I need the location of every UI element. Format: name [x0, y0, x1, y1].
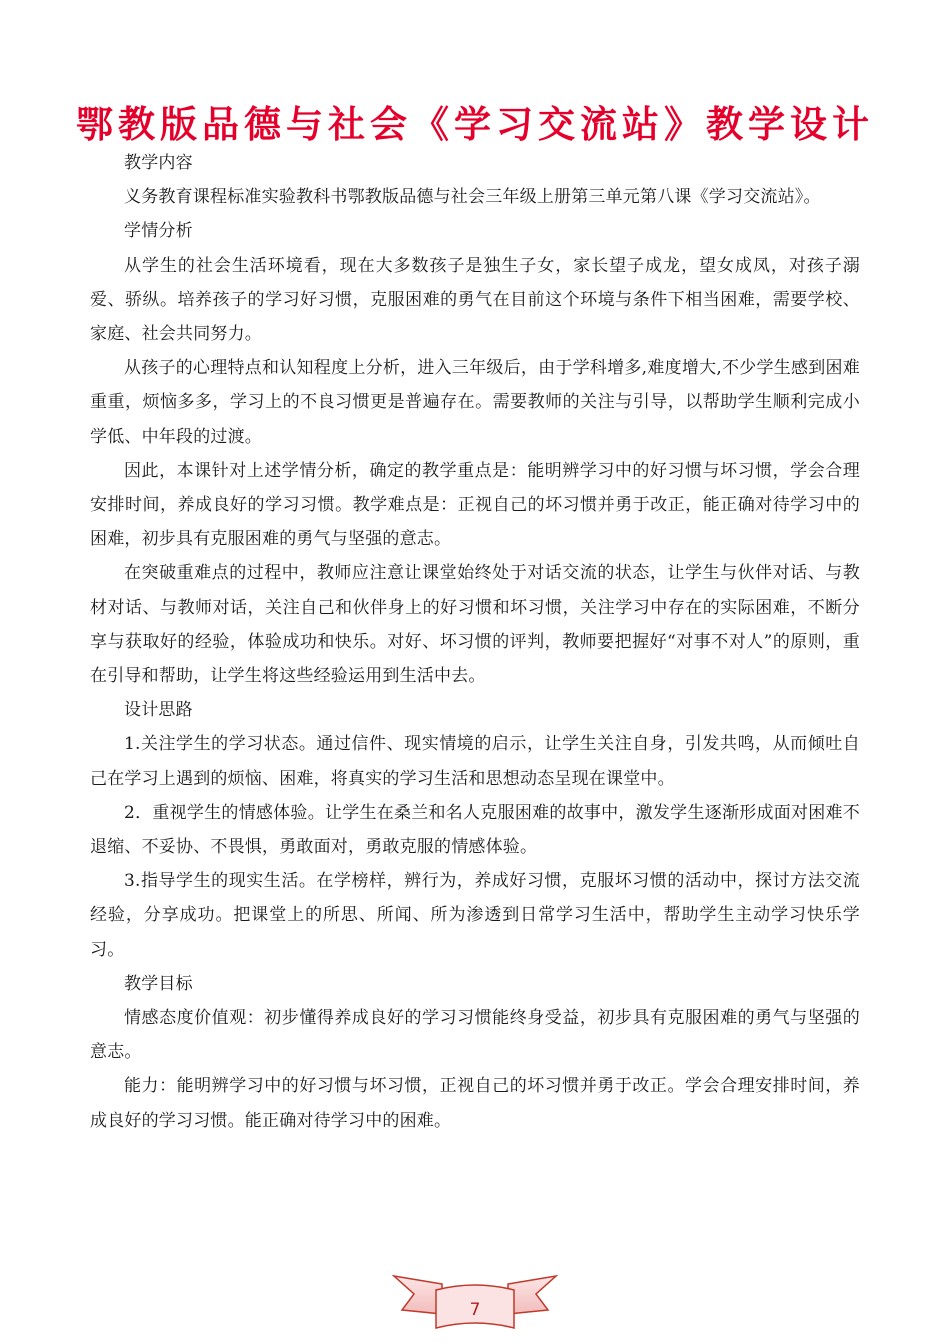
body-paragraph: 3.指导学生的现实生活。在学榜样，辨行为，养成好习惯，克服坏习惯的活动中，探讨方法交流经验，分享成功。把课堂上的所思、所闻、所为渗透到日常学习生活中，帮助学生主动学习快乐学习。: [90, 871, 860, 960]
body-paragraph: 因此，本课针对上述学情分析，确定的教学重点是：能明辨学习中的好习惯与坏习惯，学会合理安排时间，养成良好的学习习惯。教学难点是：正视自己的坏习惯并勇于改正，能正确对待学习中的困难，初步具有克服困难的勇气与坚强的意志。: [90, 460, 860, 550]
section-heading-design: 设计思路: [124, 700, 193, 721]
section-heading-analysis: 学情分析: [124, 221, 193, 242]
body-paragraph: 2．重视学生的情感体验。让学生在桑兰和名人克服困难的故事中，激发学生逐渐形成面对困难不退缩、不妥协、不畏惧，勇敢面对，勇敢克服的情感体验。: [90, 802, 860, 858]
body-paragraph: 义务教育课程标准实验教科书鄂教版品德与社会三年级上册第三单元第八课《学习交流站》。: [124, 187, 821, 208]
body-paragraph: 能力：能明辨学习中的好习惯与坏习惯，正视自己的坏习惯并勇于改正。学会合理安排时间，养成良好的学习习惯。能正确对待学习中的困难。: [90, 1076, 860, 1131]
body-paragraph: 情感态度价值观：初步懂得养成良好的学习习惯能终身受益，初步具有克服困难的勇气与坚强的意志。: [90, 1008, 860, 1063]
section-heading-content: 教学内容: [124, 153, 193, 173]
body-paragraph: 从孩子的心理特点和认知程度上分析，进入三年级后，由于学科增多,难度增大,不少学生感到困难重重，烦恼多多，学习上的不良习惯更是普遍存在。需要教师的关注与引导，以帮助学生顺利完成小学低、中年段的过渡。: [90, 358, 860, 447]
body-paragraph: 在突破重难点的过程中，教师应注意让课堂始终处于对话交流的状态，让学生与伙伴对话、与教材对话、与教师对话，关注自己和伙伴身上的好习惯和坏习惯，关注学习中存在的实际困难，不断分享与获取好的经验，体验成功和快乐。对好、坏习惯的评判，教师要把握好“对事不对人”的原则，重在引导和帮助，让学生将这些经验运用到生活中去。: [90, 563, 860, 687]
document-body: [90, 146, 860, 1138]
document-title: 鄂教版品德与社会《学习交流站》教学设计: [76, 103, 874, 146]
body-paragraph: 从学生的社会生活环境看，现在大多数孩子是独生子女，家长望子成龙，望女成凤，对孩子溺爱、骄纵。培养孩子的学习好习惯，克服困难的勇气在目前这个环境与条件下相当困难，需要学校、家庭、社会共同努力。: [90, 255, 860, 345]
body-paragraph: 1.关注学生的学习状态。通过信件、现实情境的启示，让学生关注自身，引发共鸣，从而倾吐自己在学习上遇到的烦恼、困难，将真实的学习生活和思想动态呈现在课堂中。: [90, 734, 860, 789]
page-number-ribbon: [390, 1270, 560, 1330]
section-heading-goals: 教学目标: [124, 973, 193, 994]
page-number: 7: [469, 1300, 481, 1320]
